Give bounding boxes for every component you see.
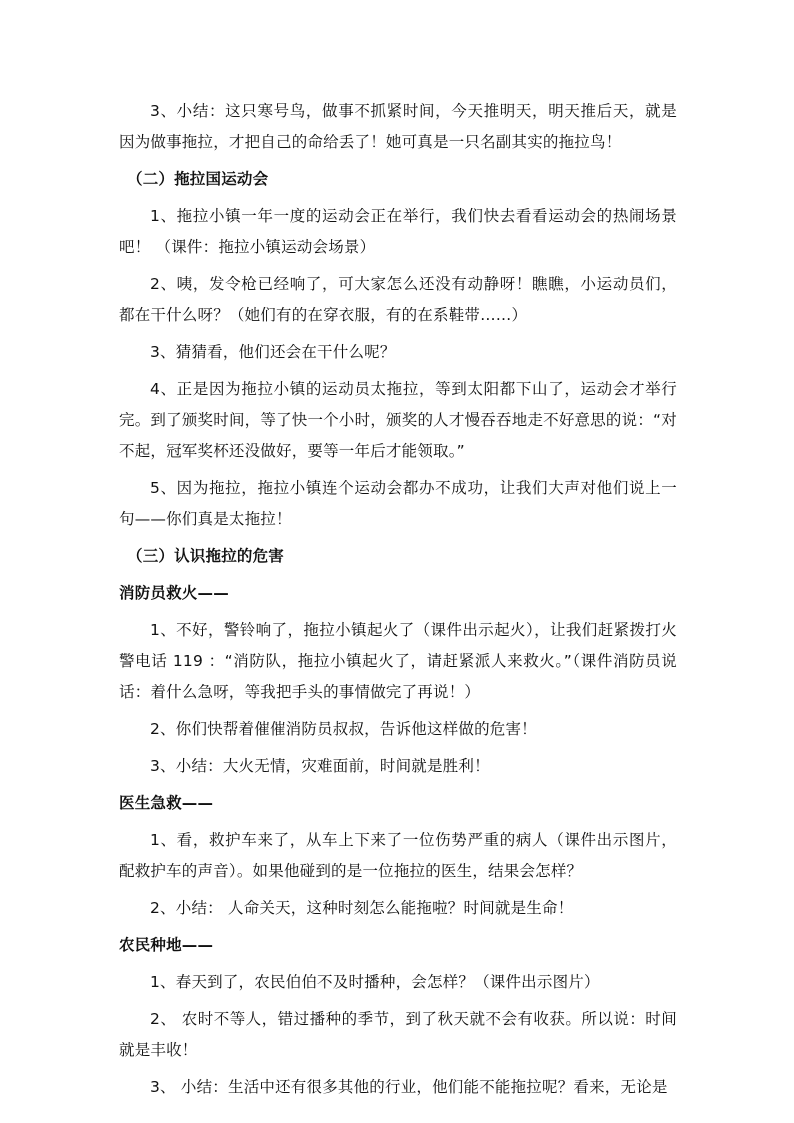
paragraph: 3、 小结：生活中还有很多其他的行业，他们能不能拖拉呢？看来，无论是 <box>150 1078 668 1096</box>
subsection-heading: 农民种地—— <box>119 936 214 954</box>
paragraph: 2、你们快帮着催催消防员叔叔，告诉他这样做的危害！ <box>150 720 537 738</box>
paragraph: 1、拖拉小镇一年一度的运动会正在举行，我们快去看看运动会的热闹场景吧！ （课件：拖拉小镇运动会场景） <box>119 207 677 256</box>
paragraph: 2、咦，发令枪已经响了，可大家怎么还没有动静呀！瞧瞧，小运动员们，都在干什么呀？（她们有的在穿衣服，有的在系鞋带……） <box>119 275 677 324</box>
paragraph: 3、猜猜看，他们还会在干什么呢？ <box>150 343 396 361</box>
document-page <box>119 96 677 1109</box>
section-heading: （二）拖拉国运动会 <box>127 170 269 188</box>
paragraph: 2、 农时不等人，错过播种的季节，到了秋天就不会有收获。所以说：时间就是丰收！ <box>119 1010 677 1059</box>
paragraph: 5、因为拖拉，拖拉小镇连个运动会都办不成功，让我们大声对他们说上一句——你们真是太拖拉！ <box>119 479 677 528</box>
paragraph: 1、不好，警铃响了，拖拉小镇起火了（课件出示起火），让我们赶紧拨打火警电话 119 ：“消防队，拖拉小镇起火了，请赶紧派人来救火。”（课件消防员说话：着什么急呀，等我把手头的事情做完了再说！） <box>119 621 677 701</box>
paragraph: 2、小结： 人命关天，这种时刻怎么能拖啦？时间就是生命！ <box>150 899 574 917</box>
section-heading: （三）认识拖拉的危害 <box>127 547 285 565</box>
subsection-heading: 医生急救—— <box>119 794 214 812</box>
subsection-heading: 消防员救火—— <box>119 584 229 602</box>
paragraph: 3、小结：大火无情，灾难面前，时间就是胜利！ <box>150 757 490 775</box>
paragraph: 1、春天到了，农民伯伯不及时播种，会怎样？（课件出示图片） <box>150 973 600 991</box>
paragraph: 3、小结：这只寒号鸟，做事不抓紧时间，今天推明天，明天推后天，就是因为做事拖拉，才把自己的命给丢了！她可真是一只名副其实的拖拉鸟！ <box>119 102 677 151</box>
paragraph: 4、正是因为拖拉小镇的运动员太拖拉，等到太阳都下山了，运动会才举行完。到了颁奖时间，等了快一个小时，颁奖的人才慢吞吞地走不好意思的说：“对不起，冠军奖杯还没做好，要等一年后才能领取。” <box>119 380 677 460</box>
paragraph: 1、看，救护车来了，从车上下来了一位伤势严重的病人（课件出示图片，配救护车的声音）。如果他碰到的是一位拖拉的医生，结果会怎样？ <box>119 831 677 880</box>
